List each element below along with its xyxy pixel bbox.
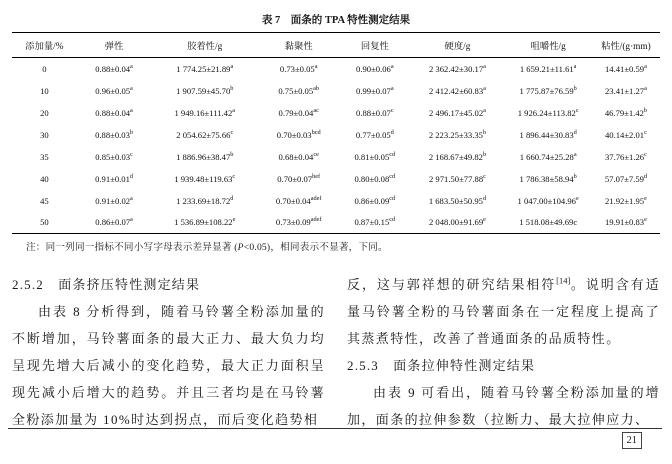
table-row bbox=[12, 80, 660, 102]
table-cell: 2 223.25±33.35$^b$ bbox=[428, 128, 487, 140]
section-heading-2-5-3: 2.5.3 面条拉伸特性测定结果 bbox=[347, 358, 536, 373]
table-cell: 1 047.00±104.96$^e$ bbox=[517, 194, 579, 206]
table-cell: 0.73±0.05$^a$ bbox=[279, 62, 318, 74]
column-header: 添加量/% bbox=[12, 33, 77, 58]
tpa-results-table bbox=[12, 32, 660, 234]
table-row bbox=[12, 168, 660, 190]
table-cell: 0.88±0.04$^a$ bbox=[95, 62, 133, 74]
table-cell: 40.14±2.01$^c$ bbox=[605, 128, 647, 140]
table-cell: 1 907.59±45.70$^b$ bbox=[176, 84, 234, 96]
table-cell: 1 683.50±50.95$^d$ bbox=[428, 194, 487, 206]
footer-divider bbox=[8, 428, 662, 429]
table-cell: 1 518.08±49.69c bbox=[519, 217, 578, 228]
table-header-row bbox=[12, 33, 660, 58]
table-cell: 37.76±1.26$^c$ bbox=[605, 150, 647, 162]
table-cell: 14.41±0.59$^a$ bbox=[605, 62, 647, 74]
cell-addition-amount: 30 bbox=[40, 129, 49, 140]
table-cell: $0.73\pm 0.09^{adef}$ bbox=[275, 216, 322, 228]
table-cell: 2 496.17±45.02$^a$ bbox=[428, 106, 486, 118]
left-column bbox=[12, 271, 325, 433]
table-note-text-tail: <0.05)，相同表示不显著，下同。 bbox=[243, 242, 388, 253]
column-header: 黏聚性 bbox=[258, 33, 339, 58]
table-cell: 1 659.21±11.61$^a$ bbox=[519, 62, 577, 74]
table-cell: 0.88±0.04$^a$ bbox=[95, 106, 133, 118]
table-cell: 2 971.50±77.88$^c$ bbox=[428, 172, 486, 184]
cell-addition-amount: 20 bbox=[40, 107, 49, 118]
right-paragraph-1 bbox=[347, 271, 660, 352]
table-cell: 0.68±0.04$^{ce}$ bbox=[278, 150, 319, 162]
table-cell: 57.07±7.59$^d$ bbox=[604, 172, 648, 184]
table-row bbox=[12, 190, 660, 212]
column-header: 胶着性/g bbox=[151, 33, 258, 58]
right-column bbox=[347, 271, 660, 433]
table-body bbox=[12, 58, 660, 234]
table-cell: 1 786.38±58.94$^b$ bbox=[519, 172, 577, 184]
table-cell: 0.80±0.08$^{cd}$ bbox=[354, 172, 396, 184]
table-note bbox=[12, 234, 660, 253]
table-cell: 19.91±0.83$^e$ bbox=[605, 216, 647, 228]
table-cell: 0.86±0.09$^{cd}$ bbox=[354, 194, 396, 206]
column-header: 粘性/(g·mm) bbox=[592, 33, 660, 58]
two-column-text bbox=[12, 271, 660, 433]
p-value-symbol: P bbox=[237, 242, 244, 253]
table-cell: 0.85±0.03$^c$ bbox=[95, 150, 133, 162]
table-cell: 1 949.16±111.42$^a$ bbox=[174, 106, 236, 118]
right-paragraph-1-tail: 。说明含有适量马铃薯全粉的马铃薯面条在一定程度上提高了其蒸煮特性，改善了普通面条的品质特性。 bbox=[347, 277, 660, 346]
table-cell: 0.88±0.07$^c$ bbox=[356, 106, 394, 118]
citation-14: [14] bbox=[556, 275, 571, 286]
column-header: 弹性 bbox=[77, 33, 152, 58]
table-title: 表 7 面条的 TPA 特性测定结果 bbox=[261, 15, 411, 26]
cell-addition-amount: 0 bbox=[42, 63, 47, 74]
cell-addition-amount: 50 bbox=[40, 217, 49, 228]
table-cell: 0.81±0.05$^{cd}$ bbox=[354, 150, 396, 162]
table-cell: 0.70±0.03$^{bcd}$ bbox=[276, 128, 321, 140]
table-cell: 1 774.25±21.89$^a$ bbox=[176, 62, 234, 74]
table-cell: 1 939.48±119.63$^c$ bbox=[174, 172, 236, 184]
page-number: 21 bbox=[622, 432, 643, 449]
cell-addition-amount: 45 bbox=[40, 195, 49, 206]
table-note-text: 注：同一列同一指标不同小写字母表示差异显著 ( bbox=[26, 242, 238, 253]
table-row bbox=[12, 124, 660, 146]
cell-addition-amount: 35 bbox=[40, 151, 49, 162]
right-paragraph-1-text: 反，这与郭祥想的研究结果相符 bbox=[347, 277, 557, 292]
table-cell: 0.91±0.01$^d$ bbox=[95, 172, 134, 184]
table-cell: 21.92±1.95$^e$ bbox=[605, 194, 647, 206]
column-header: 回复性 bbox=[339, 33, 410, 58]
table-cell: 46.79±1.42$^b$ bbox=[604, 106, 648, 118]
table-cell: 0.91±0.02$^a$ bbox=[95, 194, 133, 206]
table-cell: 0.99±0.07$^a$ bbox=[356, 84, 394, 96]
table-cell: 1 233.69±18.72$^d$ bbox=[176, 194, 234, 206]
table-cell: 2 054.62±75.66$^c$ bbox=[176, 128, 234, 140]
table-cell: 0.88±0.03$^b$ bbox=[95, 128, 134, 140]
table-cell: 0.90±0.06$^a$ bbox=[356, 62, 394, 74]
table-cell: 0.79±0.04$^{ac}$ bbox=[278, 106, 319, 118]
table-cell: 2 168.67±49.82$^b$ bbox=[428, 150, 487, 162]
table-row bbox=[12, 146, 660, 168]
table-cell: 0.96±0.05$^a$ bbox=[95, 84, 133, 96]
table-cell: 2 048.00±91.69$^e$ bbox=[428, 216, 486, 228]
table-cell: 23.41±1.27$^a$ bbox=[605, 84, 647, 96]
table-cell: 0.87±0.15$^{cd}$ bbox=[354, 216, 396, 228]
table-row bbox=[12, 212, 660, 234]
table-cell: 1 660.74±25.28$^a$ bbox=[519, 150, 577, 162]
cell-addition-amount: 40 bbox=[40, 173, 49, 184]
column-header: 硬度/g bbox=[410, 33, 504, 58]
table-cell: 1 926.24±113.82$^c$ bbox=[517, 106, 579, 118]
table-cell: 2 362.42±30.17$^a$ bbox=[428, 62, 486, 74]
column-header: 咀嚼性/g bbox=[504, 33, 591, 58]
table-cell: $0.70\pm 0.04^{adef}$ bbox=[275, 194, 322, 206]
table-row bbox=[12, 102, 660, 124]
left-paragraph: 由表 8 分析得到，随着马铃薯全粉添加量的不断增加，马铃薯面条的最大正力、最大负力均呈现先增大后减小的变化趋势，最大正力面积呈现先减小后增大的趋势。并且三者均是在马铃薯全粉添加量为 10%时达到拐点，而后变化趋势相 bbox=[12, 304, 325, 427]
table-cell: 1 536.89±108.22$^e$ bbox=[174, 216, 236, 228]
table-cell: 0.75±0.05$^{ab}$ bbox=[278, 84, 320, 96]
table-cell: 0.86±0.07$^a$ bbox=[95, 216, 133, 228]
cell-addition-amount: 10 bbox=[40, 85, 49, 96]
table-cell: 1 886.96±38.47$^b$ bbox=[176, 150, 234, 162]
right-paragraph-2: 由表 9 可看出，随着马铃薯全粉添加量的增加，面条的拉伸参数（拉断力、最大拉伸应力、 bbox=[347, 385, 660, 427]
table-cell: 1 775.87±76.59$^b$ bbox=[519, 84, 577, 96]
table-cell: 0.70±0.07$^{bef}$ bbox=[277, 172, 321, 184]
table-row bbox=[12, 58, 660, 80]
table-cell: 1 896.44±30.83$^d$ bbox=[519, 128, 577, 140]
table-cell: 2 412.42±60.83$^a$ bbox=[428, 84, 486, 96]
section-heading-2-5-2: 2.5.2 面条挤压特性测定结果 bbox=[12, 277, 201, 292]
table-cell: 0.77±0.05$^d$ bbox=[355, 128, 394, 140]
